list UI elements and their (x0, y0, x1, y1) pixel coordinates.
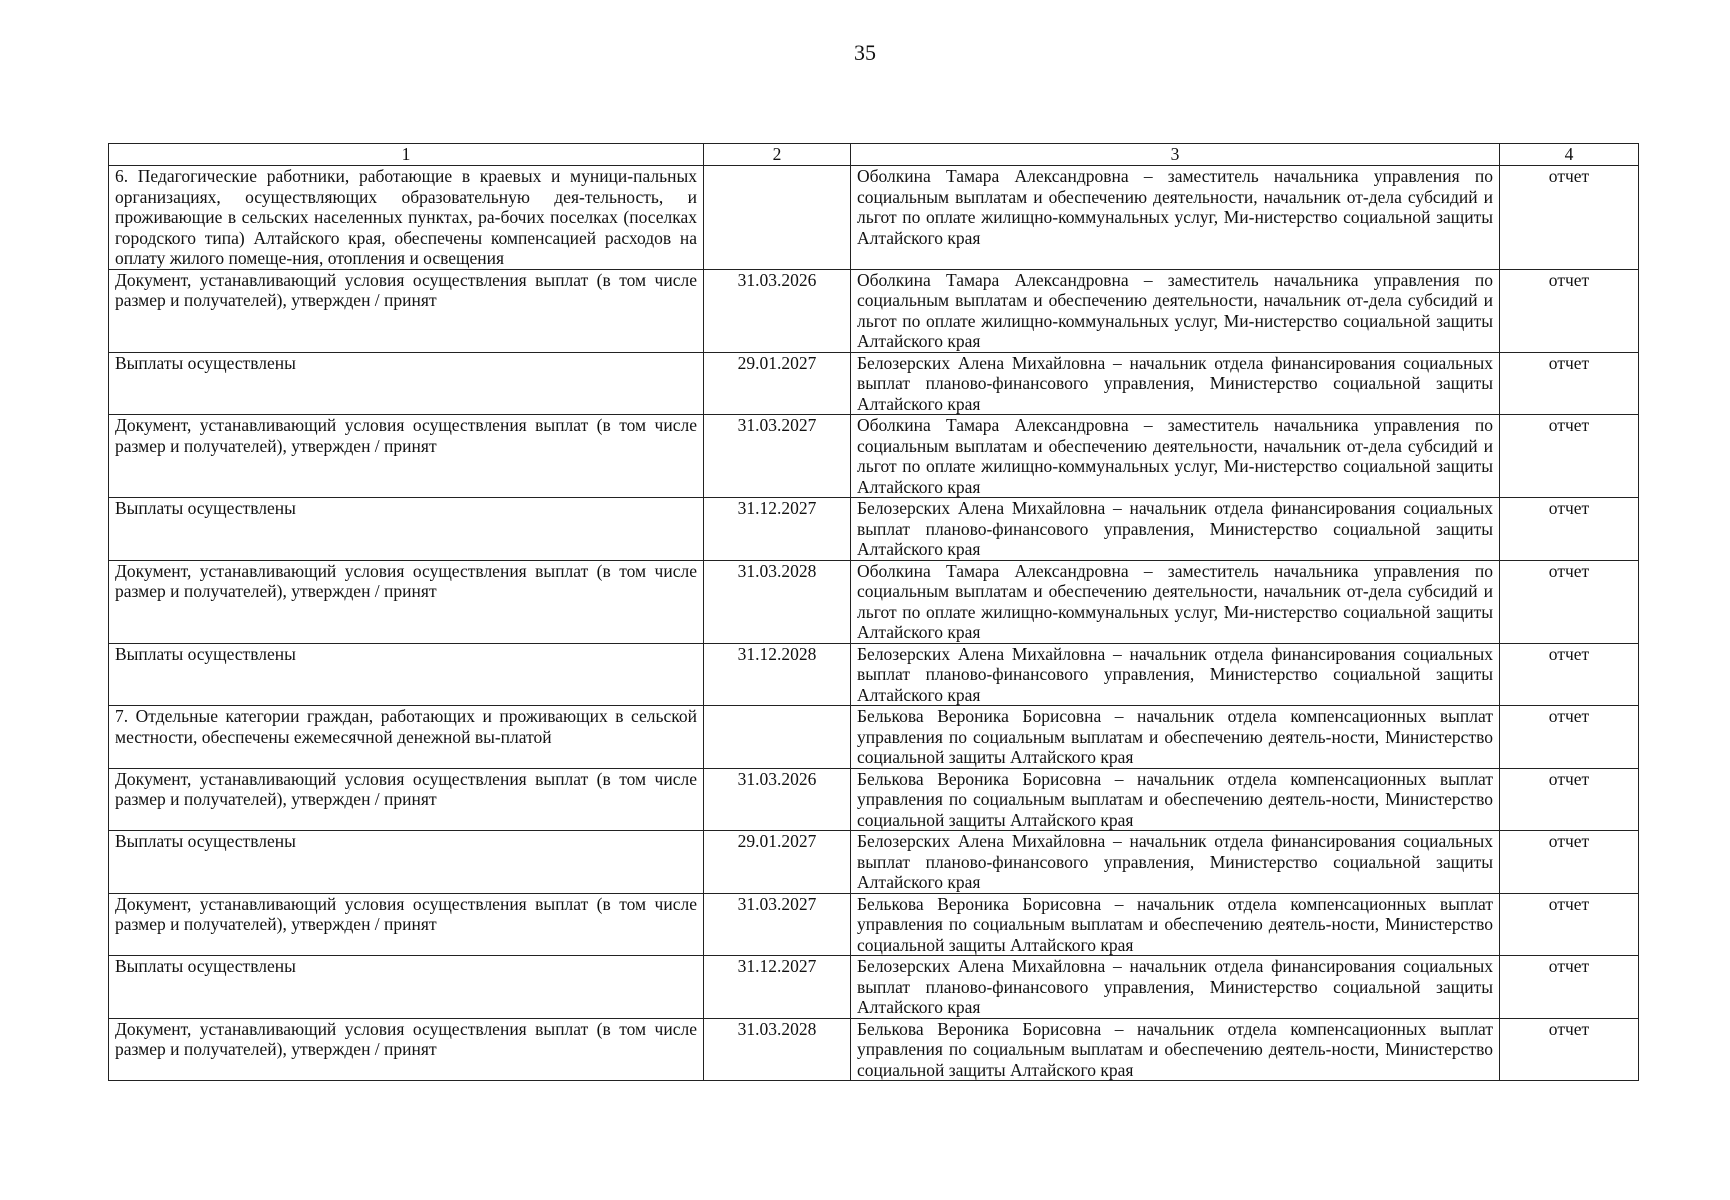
date-cell: 31.03.2027 (704, 893, 851, 956)
control-type-cell: отчет (1500, 768, 1639, 831)
date-cell: 29.01.2027 (704, 831, 851, 894)
table-row (109, 643, 1639, 706)
event-cell: Выплаты осуществлены (109, 831, 704, 894)
responsible-cell: Белозерских Алена Михайловна – начальник отдела финансирования социальных выплат планово-финансового управления, Министерство социальной защиты Алтайского края (851, 498, 1500, 561)
table-row (109, 269, 1639, 352)
date-cell (704, 166, 851, 270)
date-cell: 31.03.2026 (704, 768, 851, 831)
responsible-cell: Белькова Вероника Борисовна – начальник отдела компенсационных выплат управления по социальным выплатам и обеспечению деятель-ности, Министерство социальной защиты Алтайского края (851, 706, 1500, 769)
responsible-cell: Белькова Вероника Борисовна – начальник отдела компенсационных выплат управления по социальным выплатам и обеспечению деятель-ности, Министерство социальной защиты Алтайского края (851, 893, 1500, 956)
responsible-cell: Белькова Вероника Борисовна – начальник отдела компенсационных выплат управления по социальным выплатам и обеспечению деятель-ности, Министерство социальной защиты Алтайского края (851, 1018, 1500, 1081)
plan-table-body (109, 144, 1639, 1081)
event-cell: Выплаты осуществлены (109, 498, 704, 561)
table-row (109, 352, 1639, 415)
event-cell: Документ, устанавливающий условия осуществления выплат (в том числе размер и получателей), утвержден / принят (109, 893, 704, 956)
table-row (109, 831, 1639, 894)
responsible-cell: Оболкина Тамара Александровна – заместитель начальника управления по социальным выплатам и обеспечению деятельности, начальник от-дела субсидий и льгот по оплате жилищно-коммунальных услуг, Ми-нистерство социальной защиты Алтайского края (851, 560, 1500, 643)
page-number: 35 (854, 40, 876, 65)
event-cell: Документ, устанавливающий условия осуществления выплат (в том числе размер и получателей), утвержден / принят (109, 269, 704, 352)
responsible-cell: Оболкина Тамара Александровна – заместитель начальника управления по социальным выплатам и обеспечению деятельности, начальник от-дела субсидий и льгот по оплате жилищно-коммунальных услуг, Ми-нистерство социальной защиты Алтайского края (851, 166, 1500, 270)
event-cell: Документ, устанавливающий условия осуществления выплат (в том числе размер и получателей), утвержден / принят (109, 768, 704, 831)
header-cell-3: 3 (851, 144, 1500, 166)
responsible-cell: Оболкина Тамара Александровна – заместитель начальника управления по социальным выплатам и обеспечению деятельности, начальник от-дела субсидий и льгот по оплате жилищно-коммунальных услуг, Ми-нистерство социальной защиты Алтайского края (851, 269, 1500, 352)
event-cell: Выплаты осуществлены (109, 643, 704, 706)
event-cell: 6. Педагогические работники, работающие в краевых и муници-пальных организациях, осуществляющих образовательную дея-тельность, и проживающие в сельских населенных пунктах, ра-бочих поселках (поселках городского типа) Алтайского края, обеспечены компенсацией расходов на оплату жилого помеще-ния, отопления и освещения (109, 166, 704, 270)
control-type-cell: отчет (1500, 831, 1639, 894)
control-type-cell: отчет (1500, 560, 1639, 643)
control-type-cell: отчет (1500, 415, 1639, 498)
date-cell: 31.03.2028 (704, 560, 851, 643)
date-cell: 31.03.2028 (704, 1018, 851, 1081)
event-cell: Выплаты осуществлены (109, 956, 704, 1019)
control-type-cell: отчет (1500, 166, 1639, 270)
table-row (109, 768, 1639, 831)
table-row (109, 893, 1639, 956)
date-cell: 31.12.2027 (704, 498, 851, 561)
responsible-cell: Белозерских Алена Михайловна – начальник отдела финансирования социальных выплат планово-финансового управления, Министерство социальной защиты Алтайского края (851, 352, 1500, 415)
table-header-row (109, 144, 1639, 166)
event-cell: Документ, устанавливающий условия осуществления выплат (в том числе размер и получателей), утвержден / принят (109, 1018, 704, 1081)
control-type-cell: отчет (1500, 643, 1639, 706)
table-row (109, 166, 1639, 270)
event-cell: Документ, устанавливающий условия осуществления выплат (в том числе размер и получателей), утвержден / принят (109, 560, 704, 643)
table-row (109, 706, 1639, 769)
control-type-cell: отчет (1500, 269, 1639, 352)
event-cell: Документ, устанавливающий условия осуществления выплат (в том числе размер и получателей), утвержден / принят (109, 415, 704, 498)
responsible-cell: Оболкина Тамара Александровна – заместитель начальника управления по социальным выплатам и обеспечению деятельности, начальник от-дела субсидий и льгот по оплате жилищно-коммунальных услуг, Ми-нистерство социальной защиты Алтайского края (851, 415, 1500, 498)
date-cell: 31.12.2027 (704, 956, 851, 1019)
table-row (109, 956, 1639, 1019)
control-type-cell: отчет (1500, 352, 1639, 415)
date-cell: 29.01.2027 (704, 352, 851, 415)
date-cell (704, 706, 851, 769)
date-cell: 31.12.2028 (704, 643, 851, 706)
table-row (109, 415, 1639, 498)
event-cell: Выплаты осуществлены (109, 352, 704, 415)
header-cell-4: 4 (1500, 144, 1639, 166)
responsible-cell: Белозерских Алена Михайловна – начальник отдела финансирования социальных выплат планово-финансового управления, Министерство социальной защиты Алтайского края (851, 831, 1500, 894)
responsible-cell: Белозерских Алена Михайловна – начальник отдела финансирования социальных выплат планово-финансового управления, Министерство социальной защиты Алтайского края (851, 956, 1500, 1019)
date-cell: 31.03.2027 (704, 415, 851, 498)
control-type-cell: отчет (1500, 956, 1639, 1019)
control-type-cell: отчет (1500, 1018, 1639, 1081)
table-row (109, 498, 1639, 561)
header-cell-1: 1 (109, 144, 704, 166)
responsible-cell: Белькова Вероника Борисовна – начальник отдела компенсационных выплат управления по социальным выплатам и обеспечению деятель-ности, Министерство социальной защиты Алтайского края (851, 768, 1500, 831)
header-cell-2: 2 (704, 144, 851, 166)
control-type-cell: отчет (1500, 498, 1639, 561)
table-row (109, 1018, 1639, 1081)
control-type-cell: отчет (1500, 706, 1639, 769)
responsible-cell: Белозерских Алена Михайловна – начальник отдела финансирования социальных выплат планово-финансового управления, Министерство социальной защиты Алтайского края (851, 643, 1500, 706)
plan-table (108, 143, 1639, 1081)
event-cell: 7. Отдельные категории граждан, работающих и проживающих в сельской местности, обеспечены ежемесячной денежной вы-платой (109, 706, 704, 769)
control-type-cell: отчет (1500, 893, 1639, 956)
date-cell: 31.03.2026 (704, 269, 851, 352)
table-row (109, 560, 1639, 643)
